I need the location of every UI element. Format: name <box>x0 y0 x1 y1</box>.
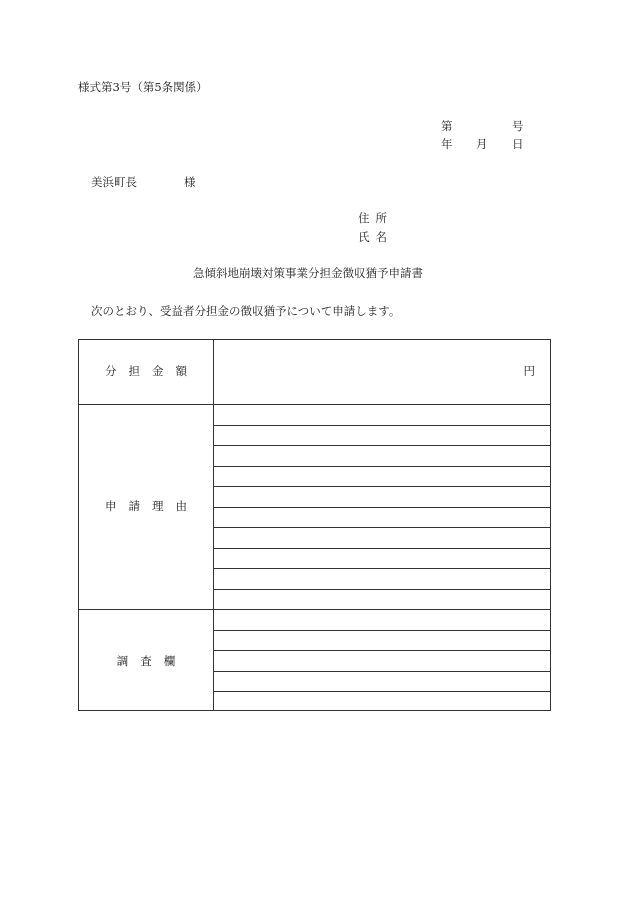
investigation-line <box>214 691 550 692</box>
reason-line <box>214 568 550 569</box>
addressee-honorific: 様 <box>184 175 196 189</box>
investigation-label: 調査欄 <box>116 654 188 668</box>
investigation-line <box>214 630 550 631</box>
reason-line <box>214 548 550 549</box>
form-number: 様式第3号（第5条関係） <box>78 80 208 94</box>
application-table <box>78 339 551 711</box>
reason-line <box>214 527 550 528</box>
document-title: 急傾斜地崩壊対策事業分担金徴収猶予申請書 <box>193 266 423 280</box>
applicant-address-label: 住所 <box>358 211 393 225</box>
document-number-prefix: 第 <box>441 119 453 133</box>
date-day-label: 日 <box>512 137 524 151</box>
date-month-label: 月 <box>476 137 488 151</box>
investigation-line <box>214 650 550 651</box>
amount-unit: 円 <box>523 364 535 378</box>
document-number-suffix: 号 <box>512 119 524 133</box>
date-year-label: 年 <box>441 137 453 151</box>
investigation-line <box>214 671 550 672</box>
reason-line <box>214 466 550 467</box>
table-column-divider <box>213 340 214 710</box>
amount-label: 分担金額 <box>105 364 199 378</box>
amount-row-divider <box>79 404 550 405</box>
reason-label: 申請理由 <box>105 499 199 513</box>
reason-line <box>214 507 550 508</box>
reason-line <box>214 589 550 590</box>
reason-line <box>214 445 550 446</box>
reason-row-divider <box>79 609 550 610</box>
reason-line <box>214 425 550 426</box>
body-text: 次のとおり、受益者分担金の徴収猶予について申請します。 <box>91 304 401 318</box>
addressee-name: 美浜町長 <box>91 175 137 189</box>
applicant-name-label: 氏名 <box>358 230 393 244</box>
reason-line <box>214 486 550 487</box>
